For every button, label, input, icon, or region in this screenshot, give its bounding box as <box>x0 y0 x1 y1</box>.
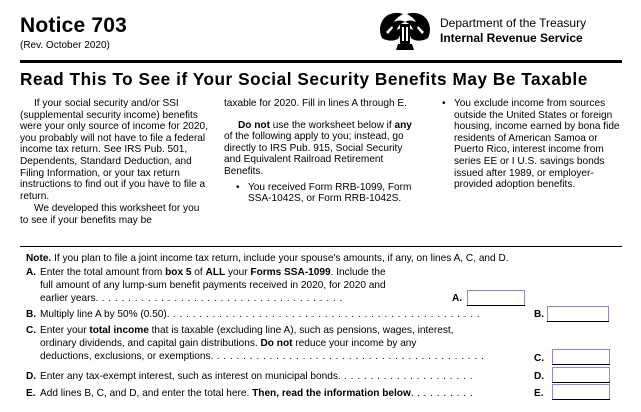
line-a-t1: Enter the total amount from <box>40 267 166 278</box>
leader-dots: . . . . . . . . . . . . . . . . . . . . . . . . . . . . . . . . . . . . . . . . . <box>213 351 485 362</box>
note-text: If you plan to file a joint income tax return, include your spouse's amounts, if any, on lines A, C, and D. <box>51 253 509 264</box>
department-name: Department of the Treasury <box>440 16 587 30</box>
line-e-b1: Then, read the information below <box>252 388 411 399</box>
line-a-b3: Forms SSA-1099 <box>250 267 331 278</box>
line-c-t2: that is taxable (excluding line A), such as pensions, wages, interest, <box>148 325 454 336</box>
line-b-underline <box>547 321 609 322</box>
bullet-icon: • <box>236 181 240 193</box>
line-a-text-3 <box>40 293 343 304</box>
bullet-icon: • <box>442 98 446 109</box>
worksheet-note <box>26 253 509 264</box>
agency-name: Internal Revenue Service <box>440 31 583 45</box>
leader-dots: . . . . . . . . . . . . . . . . . . . . <box>340 371 473 382</box>
line-a-t5: earlier years. <box>40 293 99 304</box>
field-b-label: B. <box>534 309 545 320</box>
field-d-label: D. <box>534 371 545 382</box>
line-a-b2: ALL <box>205 267 226 278</box>
line-a-input[interactable] <box>467 290 525 306</box>
worksheet-divider <box>20 246 622 247</box>
col3-bullet-item <box>440 98 622 191</box>
line-d-text <box>40 371 473 382</box>
line-e-t1: Add lines B, C, and D, and enter the total here. <box>40 388 253 399</box>
page-heading: Read This To See if Your Social Security Benefits May Be Taxable <box>20 69 588 89</box>
leader-dots: . . . . . . . . . . . . . . . . . . . . . . . . . . . . . . . . . . . . . . . . . . . . . . . <box>169 309 481 320</box>
line-a-letter: A. <box>26 267 37 278</box>
col2-text-a: use the worksheet below if <box>269 119 395 131</box>
line-a-underline <box>467 305 525 306</box>
line-a-b1: box 5 <box>165 267 192 278</box>
column-1 <box>20 98 210 227</box>
line-c-t5: deductions, exclusions, or exemptions. <box>40 351 214 362</box>
revision-date: (Rev. October 2020) <box>20 40 110 51</box>
line-c-input[interactable] <box>552 349 610 365</box>
line-e-t2: . <box>410 388 414 399</box>
leader-dots: . . . . . . . . . <box>413 388 474 399</box>
col2-paragraph-1: taxable for 2020. Fill in lines A through E. <box>224 98 407 109</box>
line-d-underline <box>552 382 610 383</box>
column-2 <box>224 98 414 205</box>
col3-bullet-text: You exclude income from sources outside the United States or foreign housing, income earned by bona fide residents of American Samoa or Puerto Rico, interest income from series EE or I U.S. savings bonds issued after 1989, or employer-provided adoption benefits. <box>454 98 620 191</box>
line-e-letter: E. <box>26 388 36 399</box>
line-c-t1: Enter your <box>40 325 90 336</box>
line-b-text <box>40 309 480 320</box>
line-c-b2: Do not <box>260 338 293 349</box>
field-a-label: A. <box>452 293 463 304</box>
line-a-t3: your <box>225 267 251 278</box>
line-d-letter: D. <box>26 371 37 382</box>
col2-bold-any: any <box>394 119 412 131</box>
line-e-input[interactable] <box>552 384 610 400</box>
line-a-text-1 <box>40 267 386 278</box>
line-c-b1: total income <box>89 325 149 336</box>
notice-title: Notice 703 <box>20 14 128 37</box>
note-label: Note. <box>26 253 52 264</box>
line-a-text-2: full amount of any lump-sum benefit payments received in 2020, for 2020 and <box>40 280 386 291</box>
col1-paragraph-2: We developed this worksheet for you to see if your benefits may be <box>20 203 200 226</box>
line-e-underline <box>552 399 610 400</box>
line-a-t2: of <box>191 267 206 278</box>
line-c-underline <box>552 364 610 365</box>
irs-eagle-logo-icon <box>376 8 434 52</box>
col2-text-b: of the following apply to you; instead, go directly to IRS Pub. 915, Social Security and Equivalent Railroad Retirement Benefits. <box>224 131 404 177</box>
line-b-t1: Multiply line A by 50% (0.50). <box>40 309 170 320</box>
header-divider <box>20 60 622 63</box>
leader-dots: . . . . . . . . . . . . . . . . . . . . . . . . . . . . . . . . . . . . . <box>98 293 343 304</box>
line-e-text <box>40 388 473 399</box>
line-c-t3: ordinary dividends, and capital gain distributions. <box>40 338 261 349</box>
line-c-text-1 <box>40 325 454 336</box>
col1-paragraph-1: If your social security and/or SSI (supplemental security income) benefits were your only source of income for 2020, you probably will not have to file a federal income tax return. See IRS Pub. 501, Dependents, Standard Deduction, and Filing Information, or your tax return instructions to find out if you have to file a return. <box>20 98 208 202</box>
field-e-label: E. <box>534 388 544 399</box>
line-b-letter: B. <box>26 309 37 320</box>
line-d-t1: Enter any tax-exempt interest, such as interest on municipal bonds. <box>40 371 341 382</box>
column-3 <box>440 98 622 191</box>
line-d-input[interactable] <box>552 367 610 383</box>
col2-bullet-text: You received Form RRB-1099, Form SSA-1042S, or Form RRB-1042S. <box>248 181 412 205</box>
line-c-text-3 <box>40 351 484 362</box>
line-c-letter: C. <box>26 325 37 336</box>
line-b-input[interactable] <box>547 306 609 322</box>
line-c-text-2 <box>40 338 416 349</box>
line-c-t4: reduce your income by any <box>292 338 417 349</box>
col2-bold-do-not: Do not <box>238 119 270 131</box>
field-c-label: C. <box>534 353 545 364</box>
line-a-t4: . Include the <box>330 267 386 278</box>
col2-paragraph-2 <box>224 120 414 178</box>
col2-bullet-item <box>234 182 414 205</box>
